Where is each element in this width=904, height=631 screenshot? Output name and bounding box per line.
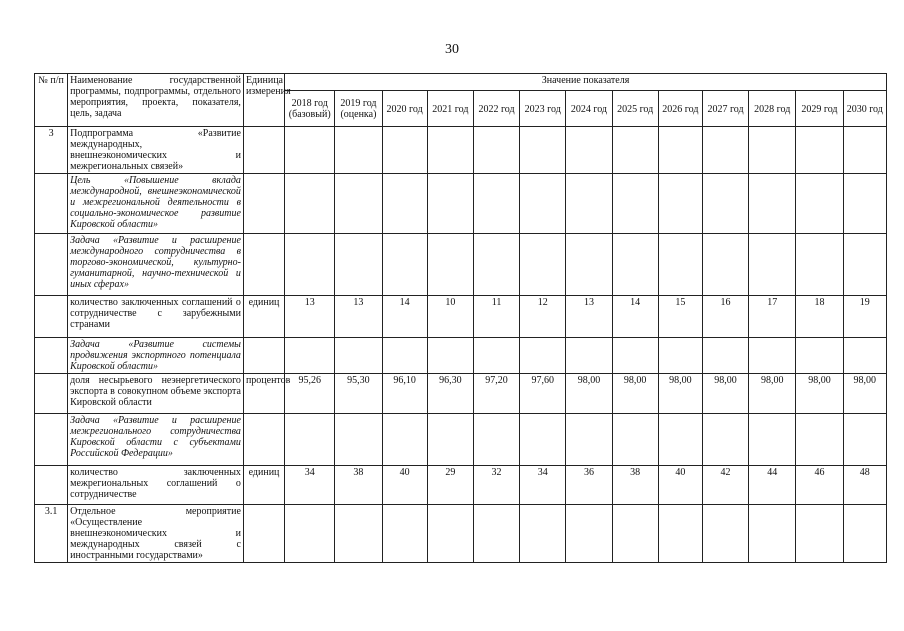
row-value [749, 505, 796, 563]
row-value [612, 505, 658, 563]
row-value: 48 [843, 466, 886, 505]
table-row [35, 338, 887, 374]
row-value: 16 [702, 296, 748, 338]
row-value [566, 414, 612, 466]
row-value: 98,00 [749, 374, 796, 414]
row-unit [243, 338, 284, 374]
row-value [427, 174, 473, 234]
header-year: 2022 год [473, 91, 519, 127]
row-value [658, 414, 702, 466]
row-value [796, 338, 843, 374]
page-number: 30 [445, 42, 459, 57]
row-value [335, 414, 382, 466]
row-unit [243, 127, 284, 174]
header-year: 2028 год [749, 91, 796, 127]
header-year: 2027 год [702, 91, 748, 127]
row-value [796, 174, 843, 234]
row-value [658, 127, 702, 174]
header-year: 2024 год [566, 91, 612, 127]
row-value: 18 [796, 296, 843, 338]
row-value [427, 338, 473, 374]
row-value: 34 [285, 466, 335, 505]
row-value [749, 234, 796, 296]
row-value [843, 127, 886, 174]
row-value [382, 174, 427, 234]
row-value [285, 338, 335, 374]
row-value [285, 127, 335, 174]
row-value [702, 127, 748, 174]
table-row [35, 296, 887, 338]
row-value [843, 505, 886, 563]
row-value: 32 [473, 466, 519, 505]
header-year: 2018 год (базовый) [285, 91, 335, 127]
row-value [285, 174, 335, 234]
row-value [382, 505, 427, 563]
row-value [612, 127, 658, 174]
row-value: 34 [520, 466, 566, 505]
row-value [285, 234, 335, 296]
row-number: 3.1 [35, 505, 68, 563]
row-value [473, 414, 519, 466]
row-value [473, 234, 519, 296]
row-value [843, 414, 886, 466]
row-value [702, 414, 748, 466]
row-value [335, 127, 382, 174]
row-name: Отдельное мероприятие «Осуществление внешнеэкономических и международных связей с иностранными государствами» [68, 505, 244, 563]
row-value [749, 127, 796, 174]
row-value: 29 [427, 466, 473, 505]
row-value: 98,00 [658, 374, 702, 414]
row-value [335, 505, 382, 563]
row-value [520, 127, 566, 174]
header-num: № п/п [35, 74, 68, 127]
row-value: 19 [843, 296, 886, 338]
row-number: 3 [35, 127, 68, 174]
row-number [35, 234, 68, 296]
row-value [335, 338, 382, 374]
row-name: Цель «Повышение вклада международной, внешнеэкономической и межрегиональной деятельности в социально-экономическое развитие Кировской области» [68, 174, 244, 234]
row-number [35, 338, 68, 374]
row-unit [243, 174, 284, 234]
row-value [566, 174, 612, 234]
table-row [35, 414, 887, 466]
row-number [35, 466, 68, 505]
row-name: количество заключенных межрегиональных соглашений о сотрудничестве [68, 466, 244, 505]
row-unit [243, 505, 284, 563]
row-value: 44 [749, 466, 796, 505]
row-value [612, 174, 658, 234]
row-value [658, 338, 702, 374]
row-value [749, 174, 796, 234]
row-value: 46 [796, 466, 843, 505]
row-value [749, 414, 796, 466]
header-year: 2030 год [843, 91, 886, 127]
row-value: 12 [520, 296, 566, 338]
row-value [473, 127, 519, 174]
row-value [520, 414, 566, 466]
row-value [335, 234, 382, 296]
header-year: 2023 год [520, 91, 566, 127]
row-value [382, 234, 427, 296]
header-year: 2020 год [382, 91, 427, 127]
row-value: 15 [658, 296, 702, 338]
row-number [35, 414, 68, 466]
row-number [35, 174, 68, 234]
header-year: 2025 год [612, 91, 658, 127]
row-value: 98,00 [566, 374, 612, 414]
row-value [285, 414, 335, 466]
row-value: 96,10 [382, 374, 427, 414]
header-year: 2019 год (оценка) [335, 91, 382, 127]
row-value [796, 414, 843, 466]
row-value [566, 127, 612, 174]
table-row [35, 174, 887, 234]
row-value [382, 414, 427, 466]
row-name: Задача «Развитие и расширение межрегионального сотрудничества Кировской области с субъектами Российской Федерации» [68, 414, 244, 466]
row-value [473, 338, 519, 374]
header-values-group: Значение показателя [285, 74, 887, 91]
row-name: Задача «Развитие и расширение международного сотрудничества в торгово-экономической, культурно-гуманитарной, научно-технической и иных сферах» [68, 234, 244, 296]
row-value: 38 [612, 466, 658, 505]
row-value [796, 234, 843, 296]
row-value [612, 234, 658, 296]
row-value: 14 [612, 296, 658, 338]
table-row [35, 466, 887, 505]
row-value [427, 127, 473, 174]
indicators-table [34, 73, 887, 563]
row-number [35, 296, 68, 338]
row-value: 98,00 [843, 374, 886, 414]
row-value [658, 505, 702, 563]
row-value [382, 127, 427, 174]
row-unit [243, 234, 284, 296]
table-row [35, 505, 887, 563]
header-name: Наименование государственной программы, подпрограммы, отдельного мероприятия, проекта, показателя, цель, задача [68, 74, 244, 127]
row-value [658, 234, 702, 296]
row-value [566, 234, 612, 296]
row-value [382, 338, 427, 374]
row-value [335, 174, 382, 234]
row-value [702, 338, 748, 374]
row-value: 40 [658, 466, 702, 505]
row-value: 98,00 [612, 374, 658, 414]
header-year: 2021 год [427, 91, 473, 127]
row-value: 10 [427, 296, 473, 338]
row-unit: единиц [243, 466, 284, 505]
row-unit: единиц [243, 296, 284, 338]
row-number [35, 374, 68, 414]
row-value: 17 [749, 296, 796, 338]
row-value [702, 174, 748, 234]
row-value [427, 234, 473, 296]
row-value: 40 [382, 466, 427, 505]
row-value [520, 174, 566, 234]
row-name: доля несырьевого неэнергетического экспорта в совокупном объеме экспорта Кировской области [68, 374, 244, 414]
row-value: 11 [473, 296, 519, 338]
row-value: 42 [702, 466, 748, 505]
row-name: количество заключенных соглашений о сотрудничестве с зарубежными странами [68, 296, 244, 338]
row-value: 13 [566, 296, 612, 338]
table-row [35, 127, 887, 174]
row-value [566, 338, 612, 374]
table-row [35, 234, 887, 296]
header-year: 2029 год [796, 91, 843, 127]
row-value: 38 [335, 466, 382, 505]
row-value: 13 [285, 296, 335, 338]
row-value [285, 505, 335, 563]
row-value: 98,00 [796, 374, 843, 414]
row-name: Задача «Развитие системы продвижения экспортного потенциала Кировской области» [68, 338, 244, 374]
row-value: 97,60 [520, 374, 566, 414]
row-value [612, 338, 658, 374]
row-value: 98,00 [702, 374, 748, 414]
row-value: 97,20 [473, 374, 519, 414]
header-year: 2026 год [658, 91, 702, 127]
row-unit [243, 414, 284, 466]
row-value: 96,30 [427, 374, 473, 414]
row-value [566, 505, 612, 563]
row-value [702, 505, 748, 563]
row-value [427, 414, 473, 466]
table-row [35, 374, 887, 414]
row-value [843, 174, 886, 234]
row-value: 14 [382, 296, 427, 338]
row-value: 36 [566, 466, 612, 505]
row-value [796, 505, 843, 563]
row-value [749, 338, 796, 374]
row-value [796, 127, 843, 174]
row-value [843, 234, 886, 296]
row-value [520, 338, 566, 374]
row-value: 95,26 [285, 374, 335, 414]
row-name: Подпрограмма «Развитие международных, внешнеэкономических и межрегиональных связей» [68, 127, 244, 174]
header-unit: Единица измерения [243, 74, 284, 127]
row-value: 13 [335, 296, 382, 338]
row-value: 95,30 [335, 374, 382, 414]
row-value [843, 338, 886, 374]
row-value [427, 505, 473, 563]
row-unit: процентов [243, 374, 284, 414]
row-value [612, 414, 658, 466]
row-value [520, 234, 566, 296]
row-value [520, 505, 566, 563]
row-value [473, 505, 519, 563]
row-value [473, 174, 519, 234]
row-value [658, 174, 702, 234]
row-value [702, 234, 748, 296]
